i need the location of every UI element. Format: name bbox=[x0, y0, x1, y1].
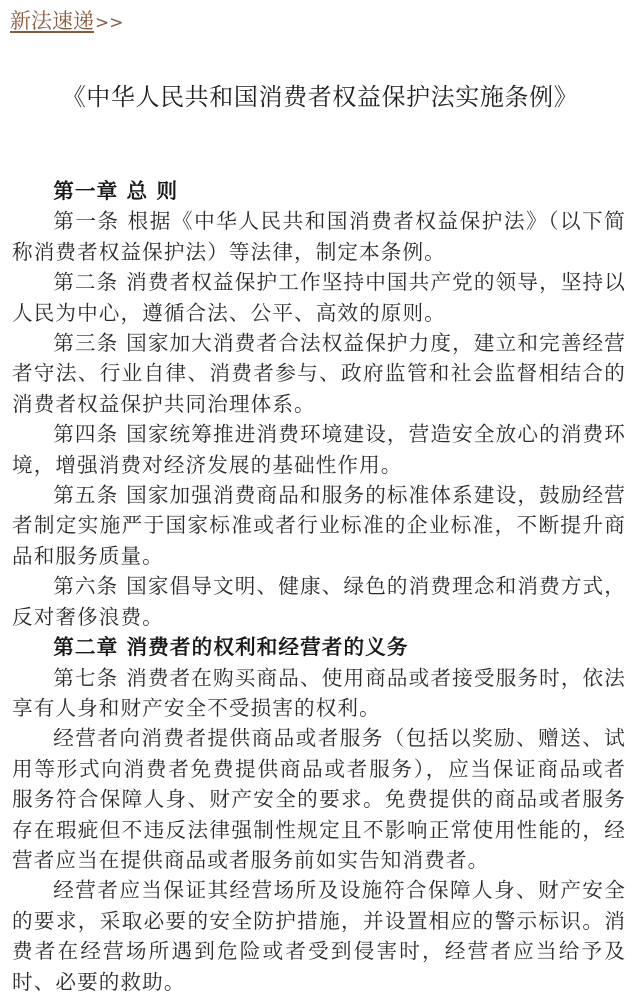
article-paragraph: 第七条 消费者在购买商品、使用商品或者接受服务时，依法享有人身和财产安全不受损害的权利。 bbox=[12, 665, 626, 720]
article-paragraph: 第五条 国家加强消费商品和服务的标准体系建设，鼓励经营者制定实施严于国家标准或者行业标准的企业标准，不断提升商品和服务质量。 bbox=[12, 483, 626, 568]
article-paragraph: 第三条 国家加大消费者合法权益保护力度，建立和完善经营者守法、行业自律、消费者参与、政府监管和社会监督相结合的消费者权益保护共同治理体系。 bbox=[12, 331, 626, 416]
article-paragraph: 第四条 国家统筹推进消费环境建设，营造安全放心的消费环境，增强消费对经济发展的基础性作用。 bbox=[12, 422, 626, 477]
chevron-double-right-icon: >> bbox=[95, 13, 124, 33]
article-paragraph: 第一条 根据《中华人民共和国消费者权益保护法》（以下简称消费者权益保护法）等法律，制定本条例。 bbox=[12, 209, 626, 264]
section-link-label: 新法速递 bbox=[10, 9, 94, 33]
chapter-heading: 第一章 总 则 bbox=[53, 179, 179, 203]
article-paragraph: 经营者应当保证其经营场所及设施符合保障人身、财产安全的要求，采取必要的安全防护措施，并设置相应的警示标识。消费者在经营场所遇到危险或者受到侵害时，经营者应当给予及时、必要的救助。 bbox=[12, 878, 626, 994]
document-title: 《中华人民共和国消费者权益保护法实施条例》 bbox=[61, 83, 579, 111]
article-paragraph: 第二条 消费者权益保护工作坚持中国共产党的领导，坚持以人民为中心，遵循合法、公平、高效的原则。 bbox=[12, 270, 626, 325]
article-paragraph: 经营者向消费者提供商品或者服务（包括以奖励、赠送、试用等形式向消费者免费提供商品或者服务），应当保证商品或者服务符合保障人身、财产安全的要求。免费提供的商品或者服务存在瑕疵但不违反法律强制性规定且不影响正常使用性能的，经营者应当在提供商品或者服务前如实告知消费者。 bbox=[12, 726, 626, 872]
document-body bbox=[12, 176, 626, 997]
chapter-heading: 第二章 消费者的权利和经营者的义务 bbox=[53, 635, 409, 660]
article-paragraph: 第六条 国家倡导文明、健康、绿色的消费理念和消费方式，反对奢侈浪费。 bbox=[12, 574, 626, 629]
section-link-xinfa-sudi[interactable] bbox=[10, 6, 124, 38]
